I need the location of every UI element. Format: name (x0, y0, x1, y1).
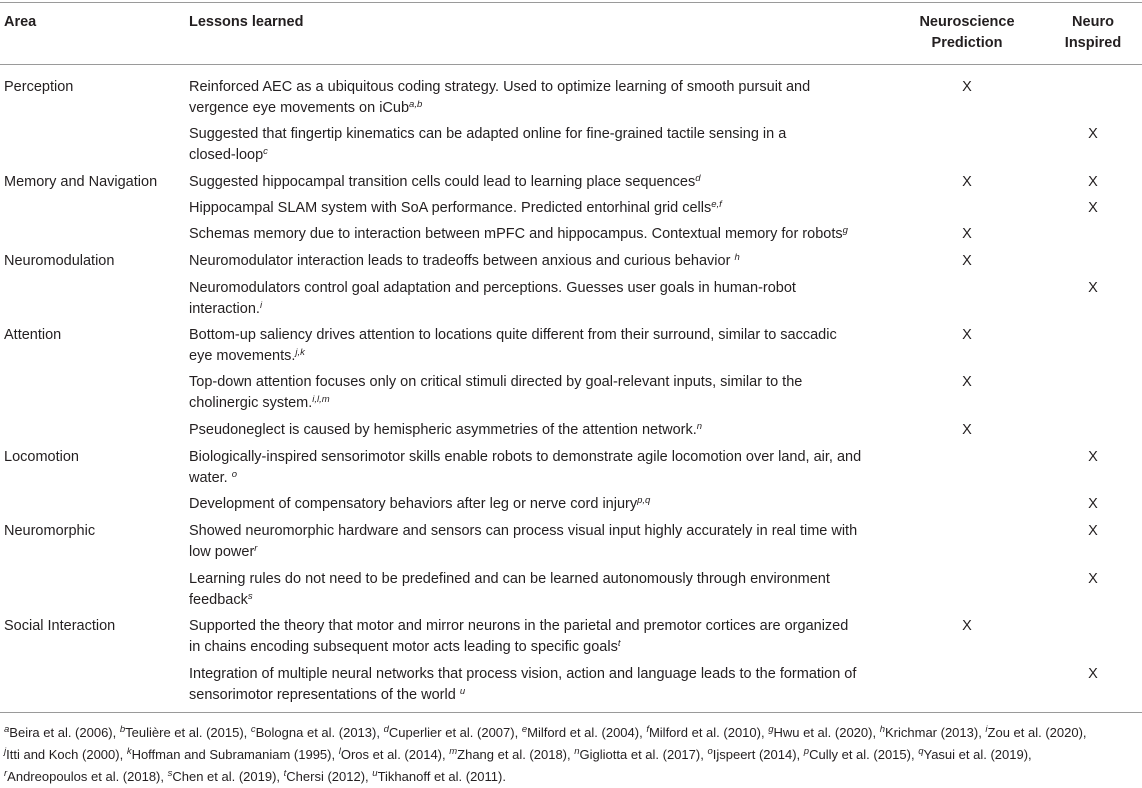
lesson-line1-wrap (189, 224, 899, 245)
lesson-text (189, 569, 899, 611)
footnote-item (449, 747, 574, 762)
footnote-text: Zhang et al. (2018), (457, 747, 575, 762)
lesson-line2: water. (189, 470, 232, 486)
area-label: Locomotion (4, 449, 79, 465)
footnote-item (918, 747, 1031, 762)
lesson-line1: Suggested that fingertip kinematics can be adapted online for fine-grained tactile sensing in a (189, 126, 787, 142)
footnote-item (127, 747, 339, 762)
footnote-item (985, 725, 1086, 740)
footnote-item (646, 725, 768, 740)
lesson-line1: Suggested hippocampal transition cells could lead to learning place sequences (189, 174, 696, 190)
footnote-text: Andreopoulos et al. (2018), (7, 769, 168, 784)
neuroscience-prediction-mark: X (962, 618, 972, 634)
citation-mark: p,q (637, 495, 651, 506)
area-label: Neuromorphic (4, 523, 96, 539)
header-inspired-line1: Neuro (1072, 14, 1114, 30)
area-label: Perception (4, 79, 74, 95)
lesson-line2: cholinergic system. (189, 395, 313, 411)
lesson-text (189, 172, 899, 193)
lesson-line1: Neuromodulators control goal adaptation and perceptions. Guesses user goals in human-robot (189, 280, 796, 296)
neuro-inspired-mark: X (1088, 174, 1098, 190)
footnote-text: Krichmar (2013), (885, 725, 986, 740)
neuroscience-prediction-mark: X (962, 327, 972, 343)
lesson-line2-wrap (189, 393, 899, 414)
footnote-text: Teulière et al. (2015), (125, 725, 251, 740)
citation-mark: j,k (295, 347, 305, 358)
footnote-text: Hwu et al. (2020), (773, 725, 880, 740)
footnote-mark: t (283, 768, 287, 779)
lesson-text (189, 77, 899, 119)
footnote-text: Yasui et al. (2019), (923, 747, 1032, 762)
lesson-line1: Reinforced AEC as a ubiquitous coding strategy. Used to optimize learning of smooth pursuit and (189, 79, 811, 95)
lesson-line2-wrap (189, 637, 899, 658)
citation-mark: i,l,m (312, 394, 330, 405)
footnote-mark: l (338, 746, 341, 757)
footnote-text: Milford et al. (2010), (648, 725, 769, 740)
lesson-line1: Bottom-up saliency drives attention to locations quite different from their surround, similar to saccadic (189, 327, 837, 343)
footnote-text: Tikhanoff et al. (2011). (377, 769, 506, 784)
footnote-item (339, 747, 450, 762)
lesson-text (189, 372, 899, 414)
footnote-mark: p (803, 746, 810, 757)
lesson-line2-wrap (189, 299, 899, 320)
footnote-text: Oros et al. (2014), (340, 747, 450, 762)
lesson-line1-wrap (189, 251, 899, 272)
footnote-item (4, 725, 120, 740)
citation-mark: i (259, 300, 263, 311)
footnote-mark: d (383, 724, 389, 735)
lesson-text (189, 325, 899, 367)
citation-mark: o (231, 469, 238, 480)
neuro-inspired-mark: X (1088, 571, 1098, 587)
lesson-line2-wrap (189, 145, 899, 166)
area-label: Neuromodulation (4, 253, 115, 269)
footnote-text: Zou et al. (2020), (987, 725, 1087, 740)
lesson-text (189, 124, 899, 166)
header-neuroscience-line1: Neuroscience (919, 14, 1015, 30)
footnote-text: Ijspeert (2014), (712, 747, 804, 762)
footnote-item (384, 725, 522, 740)
area-label: Social Interaction (4, 618, 116, 634)
neuro-inspired-mark: X (1088, 280, 1098, 296)
lesson-text (189, 494, 899, 515)
citation-mark: d (695, 173, 701, 184)
footnote-text: Beira et al. (2006), (9, 725, 120, 740)
lesson-text (189, 278, 899, 320)
lesson-line2: vergence eye movements on iCub (189, 100, 410, 116)
header-area: Area (4, 14, 37, 30)
footnote-mark: r (4, 768, 8, 779)
lesson-line2: feedback (189, 592, 248, 608)
header-neuroscience-prediction (916, 12, 1018, 54)
lesson-text (189, 447, 899, 489)
citation-mark: h (734, 252, 740, 263)
footnote-text: Chen et al. (2019), (172, 769, 284, 784)
footnote-item (251, 725, 384, 740)
header-lessons: Lessons learned (189, 14, 304, 30)
footnote-mark: n (574, 746, 580, 757)
footnote-text: Itti and Koch (2000), (6, 747, 127, 762)
neuroscience-prediction-mark: X (962, 79, 972, 95)
footnote-mark: m (449, 746, 458, 757)
neuroscience-prediction-mark: X (962, 422, 972, 438)
header-neuroscience-line2: Prediction (931, 35, 1003, 51)
footnote-item (804, 747, 918, 762)
header-neuro-inspired (1058, 12, 1128, 54)
citation-mark: a,b (409, 99, 423, 110)
footnote-mark: e (521, 724, 528, 735)
footnote-mark: k (126, 746, 132, 757)
footnote-mark: i (985, 724, 988, 735)
header-rule (0, 64, 1142, 65)
footnote-text: Hoffman and Subramaniam (1995), (131, 747, 339, 762)
footnote-item (522, 725, 647, 740)
lesson-line1: Development of compensatory behaviors after leg or nerve cord injury (189, 496, 638, 512)
neuroscience-prediction-mark: X (962, 174, 972, 190)
neuro-inspired-mark: X (1088, 126, 1098, 142)
footnote-item (574, 747, 707, 762)
neuro-inspired-mark: X (1088, 496, 1098, 512)
footnote-item (4, 769, 168, 784)
lesson-line1: Pseudoneglect is caused by hemispheric asymmetries of the attention network. (189, 422, 697, 438)
footnote-item (880, 725, 986, 740)
lesson-line2: low power (189, 544, 255, 560)
footnote-item (372, 769, 506, 784)
lesson-line1-wrap (189, 198, 899, 219)
lesson-line2: eye movements. (189, 348, 296, 364)
lesson-line2-wrap (189, 468, 899, 489)
footnotes (4, 722, 1138, 788)
lesson-line2: sensorimotor representations of the world (189, 687, 460, 703)
footnote-mark: h (879, 724, 885, 735)
lesson-line1: Hippocampal SLAM system with SoA performance. Predicted entorhinal grid cells (189, 200, 712, 216)
footnote-mark: q (918, 746, 924, 757)
footnote-item (768, 725, 880, 740)
footnote-mark: s (167, 768, 173, 779)
footnote-mark: c (250, 724, 256, 735)
footnote-text: Milford et al. (2004), (527, 725, 647, 740)
lesson-line1: Schemas memory due to interaction between mPFC and hippocampus. Contextual memory for robots (189, 226, 843, 242)
top-rule (0, 2, 1142, 3)
lesson-line1: Integration of multiple neural networks that process vision, action and language leads to the formation of (189, 666, 857, 682)
citation-mark: t (617, 638, 621, 649)
citation-mark: s (247, 591, 253, 602)
footnote-text: Cully et al. (2015), (809, 747, 919, 762)
lesson-line2-wrap (189, 590, 899, 611)
lesson-line1: Top-down attention focuses only on critical stimuli directed by goal-relevant inputs, similar to the (189, 374, 803, 390)
footnote-mark: a (4, 724, 10, 735)
neuro-inspired-mark: X (1088, 200, 1098, 216)
lesson-line1-wrap (189, 172, 899, 193)
area-label: Attention (4, 327, 62, 343)
lesson-line1: Learning rules do not need to be predefined and can be learned autonomously through environment (189, 571, 830, 587)
citation-mark: c (263, 146, 268, 157)
lesson-line1-wrap (189, 420, 899, 441)
area-label: Memory and Navigation (4, 174, 158, 190)
lesson-text (189, 198, 899, 219)
lesson-line1: Showed neuromorphic hardware and sensors can process visual input highly accurately in real time with (189, 523, 858, 539)
lesson-line2-wrap (189, 542, 899, 563)
neuroscience-prediction-mark: X (962, 374, 972, 390)
neuroscience-prediction-mark: X (962, 253, 972, 269)
lesson-line1: Biologically-inspired sensorimotor skills enable robots to demonstrate agile locomotion over land, air, and (189, 449, 862, 465)
lesson-line1-wrap (189, 494, 899, 515)
footnote-item (707, 747, 803, 762)
lesson-text (189, 224, 899, 245)
lesson-line1: Supported the theory that motor and mirror neurons in the parietal and premotor cortices are organized (189, 618, 849, 634)
footnote-text: Bologna et al. (2013), (255, 725, 384, 740)
lesson-line2-wrap (189, 685, 899, 706)
footnote-mark: u (372, 768, 378, 779)
lesson-text (189, 664, 899, 706)
footnote-text: Chersi (2012), (286, 769, 373, 784)
footnote-mark: j (4, 746, 7, 757)
header-inspired-line2: Inspired (1064, 35, 1122, 51)
footnote-item (4, 747, 127, 762)
lesson-line2-wrap (189, 98, 899, 119)
citation-mark: g (842, 225, 848, 236)
lesson-line2: interaction. (189, 301, 260, 317)
citation-mark: n (696, 421, 703, 432)
neuro-inspired-mark: X (1088, 523, 1098, 539)
bottom-rule (0, 712, 1142, 713)
neuroscience-prediction-mark: X (962, 226, 972, 242)
footnote-mark: f (646, 724, 649, 735)
lesson-line2: in chains encoding subsequent motor acts leading to specific goals (189, 639, 618, 655)
lesson-text (189, 420, 899, 441)
footnote-item (168, 769, 284, 784)
footnote-mark: g (768, 724, 774, 735)
citation-mark: u (459, 686, 466, 697)
lesson-line2: closed-loop (189, 147, 264, 163)
neuro-inspired-mark: X (1088, 666, 1098, 682)
footnote-mark: o (707, 746, 713, 757)
citation-mark: e,f (711, 199, 722, 210)
footnote-item (120, 725, 251, 740)
lesson-text (189, 616, 899, 658)
lesson-text (189, 521, 899, 563)
lesson-line2-wrap (189, 346, 899, 367)
lesson-text (189, 251, 899, 272)
citation-mark: r (254, 543, 258, 554)
footnote-text: Cuperlier et al. (2007), (388, 725, 522, 740)
footnote-mark: b (119, 724, 126, 735)
footnote-text: Gigliotta et al. (2017), (579, 747, 708, 762)
neuro-inspired-mark: X (1088, 449, 1098, 465)
footnote-item (284, 769, 373, 784)
lesson-line1: Neuromodulator interaction leads to tradeoffs between anxious and curious behavior (189, 253, 735, 269)
